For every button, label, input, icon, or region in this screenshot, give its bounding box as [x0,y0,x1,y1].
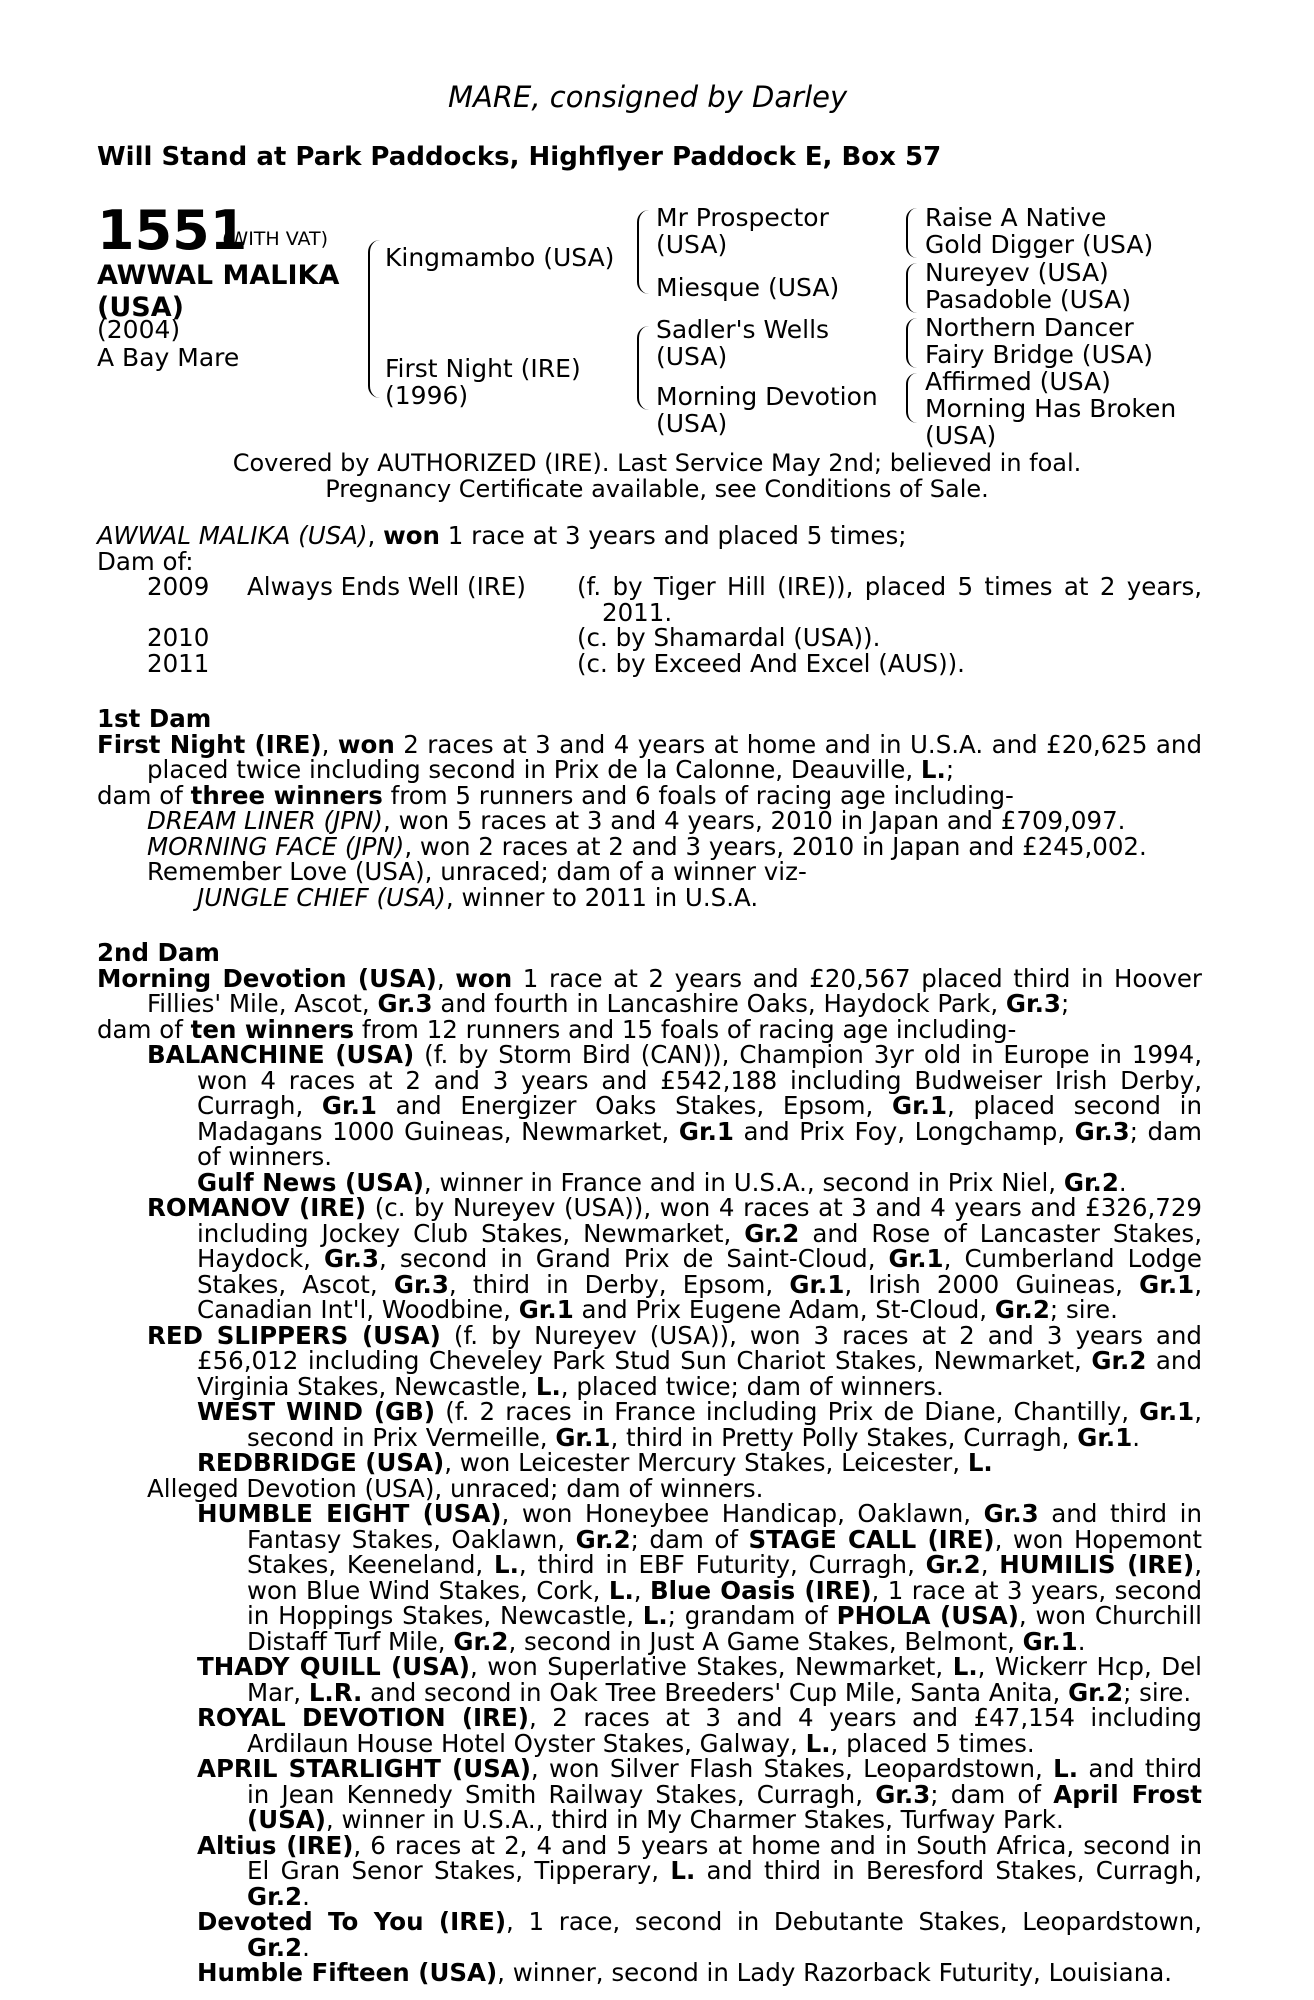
produce-detail: (c. by Exceed And Excel (AUS)). [577,648,965,678]
progeny-entry [97,1042,1202,1170]
progeny-name: PHOLA (USA) [836,1601,1019,1630]
first-dam-dam-of [97,780,1202,810]
listed-label: L. [670,1856,696,1885]
grade: Gr.1 [518,1295,574,1324]
stand-location: Will Stand at Park Paddocks, Highflyer Paddock E, Box 57 [97,142,942,172]
text: , [633,1575,650,1605]
progeny-entry [97,831,1202,861]
grade: Gr.1 [789,1269,845,1299]
produce-name [247,651,577,677]
first-dam-heading: 1st Dam [97,704,212,733]
mare-name: AWWAL MALIKA (USA) [97,521,368,550]
horse-year: (2004) [97,315,181,344]
text: , 6 races at 2, 4 and 5 years at home and in South Africa, second in El Gran Senor Stakes, Tipperary, [247,1830,1202,1885]
text: , Cumberland Lodge Stakes, Ascot, [197,1244,1202,1299]
grade: Gr.2 [1091,1346,1147,1375]
progeny-name: RED SLIPPERS (USA) [147,1320,441,1350]
grade: Gr.1 [1077,1422,1133,1452]
listed-label: L. [967,1448,993,1477]
horse-info [97,316,239,372]
progeny-entry [97,1705,1202,1756]
text: , won Leicester Mercury Stakes, Leicester, [444,1448,968,1477]
page-title: MARE, consigned by Darley [448,80,848,114]
progeny-name: JUNGLE CHIEF (USA) [197,882,446,912]
listed-label: L. [1053,1754,1079,1783]
text: , won Hopemont Stakes, Keeneland, [247,1524,1202,1579]
text: , 1 race, second in Debutante Stakes, Leopardstown, [506,1907,1202,1936]
progeny-entry [97,1167,1202,1197]
progeny-entry [97,1195,1202,1323]
text: , won Silver Flash Stakes, Leopardstown, [530,1754,1054,1783]
text: , third in Pretty Polly Stakes, Curragh, [610,1422,1078,1452]
pedigree-ddd [925,395,1176,449]
text: (f. by Storm Bird (CAN)), Champion 3yr old in Europe in 1994, won 4 races at 2 and 3 years and £542,188 including Budweiser Irish Derby, Curragh, [197,1040,1202,1120]
text: , placed twice; dam of winners. [560,1371,944,1401]
second-dam-name: Morning Devotion (USA) [97,963,437,993]
winners-count: three winners [190,780,383,810]
progeny-name: APRIL STARLIGHT (USA) [197,1754,531,1783]
text: , winner, second in Lady Razorback Futurity, Louisiana. [497,1958,1173,1987]
grade: Gr.2 [247,1881,303,1911]
pedigree-ddd-name: Morning Has Broken [925,394,1177,423]
progeny-entry: Remember Love (USA), unraced; dam of a winner viz- [147,857,807,886]
text: , second in Prix Vermeille, [247,1397,1202,1452]
progeny-entry [97,1320,1202,1401]
pregnancy-certificate-line: Pregnancy Certificate available, see Conditions of Sale. [325,475,989,503]
text: and Virginia Stakes, Newcastle, [197,1346,1202,1401]
produce-detail: (c. by Shamardal (USA)). [577,623,881,652]
text: . [1118,1167,1127,1197]
grade: Gr.2 [925,1550,981,1579]
text: from 5 runners and 6 foals of racing age including- [382,780,1014,810]
text: ; sire. [1123,1677,1192,1707]
grade: Gr.3 [1005,989,1061,1018]
grade: Gr.3 [1074,1116,1130,1146]
progeny-name: Devoted To You (IRE) [197,1907,507,1936]
pedigree-dds: Affirmed (USA) [925,367,1111,396]
text: , 2 races at 3 and 4 years and £47,154 including Ardilaun House Hotel Oyster Stakes, Galway, [247,1703,1202,1758]
pedigree-dam-name: First Night (IRE) [385,354,581,383]
listed-label: L. [805,1728,831,1758]
text: , Canadian Int'l, Woodbine, [197,1269,1202,1324]
grade: Gr.1 [1139,1269,1195,1299]
produce-year: 2010 [147,623,210,652]
dam-of-label: Dam of: [97,546,194,576]
progeny-name: BALANCHINE (USA) [147,1040,415,1069]
produce-year: 2011 [147,648,210,678]
pedigree-brace [906,318,917,368]
text: and third in Fantasy Stakes, Oaklawn, [247,1499,1202,1554]
record-text: 1 race at 3 years and placed 5 times; [440,521,907,550]
text: ; dam of [930,1779,1054,1809]
progeny-entry [97,1909,1202,1960]
text: dam of [97,1014,191,1044]
text: and third in Beresford Stakes, Curragh, [695,1856,1203,1885]
text: , won Churchill Distaff Turf Mile, [247,1601,1202,1656]
text: (f. 2 races in France including Prix de Diane, Chantilly, [435,1397,1140,1426]
end: ; [945,755,955,784]
progeny-name: Altius (IRE) [197,1830,354,1860]
text: and second in Oak Tree Breeders' Cup Mile, Santa Anita, [362,1677,1069,1707]
pedigree-brace [906,263,917,313]
progeny-entry [97,1830,1203,1911]
text: . [302,1881,310,1911]
grade: Gr.3 [377,989,433,1018]
grade: Gr.1 [1022,1626,1078,1656]
won-label: won [455,963,513,993]
horse-name-line2: (USA) [97,292,184,323]
pedigree-dsd: Fairy Bridge (USA) [925,340,1154,369]
mare-record: AWWAL MALIKA (USA), won 1 race at 3 years and placed 5 times; [97,521,907,550]
progeny-name: REDBRIDGE (USA) [197,1448,445,1477]
progeny-name: Gulf News (USA) [197,1167,424,1197]
progeny-name: DREAM LINER (JPN) [147,806,383,835]
pedigree-ssd: Gold Digger (USA) [925,230,1154,259]
grade: Gr.2 [453,1626,509,1656]
text: , placed second in Madagans 1000 Guineas, Newmarket, [197,1091,1202,1146]
text: , third in Derby, Epsom, [448,1269,790,1299]
grade: Gr.1 [891,1091,948,1120]
pedigree-dss: Northern Dancer [925,313,1134,342]
text: , 1 race at 3 years, second in Hoppings Stakes, Newcastle, [247,1575,1202,1630]
won-label: won [383,521,441,550]
text: ; dam of winners. [197,1116,1202,1171]
produce-name: Always Ends Well (IRE) [247,572,526,601]
grade: Gr.2 [994,1295,1050,1324]
pedigree-sire-dam: Miesque (USA) [656,273,840,302]
first-dam-name: First Night (IRE) [97,729,322,759]
pedigree-ddd-country: (USA) [925,421,997,450]
progeny-entry [97,1399,1202,1450]
pedigree-brace [637,210,649,294]
text: , won Honeybee Handicap, Oaklawn, [501,1499,984,1528]
text: and Prix Foy, Longchamp, [733,1116,1075,1146]
text: (f. by Nureyev (USA)), won 3 races at 2 and 3 years and £56,012 including Cheveley Park Stud Sun Chariot Stakes, Newmarket, [197,1320,1202,1375]
covered-line: Covered by AUTHORIZED (IRE). Last Service May 2nd; believed in foal. [232,449,1082,477]
text: , second in Grand Prix de Saint-Cloud, [379,1244,889,1273]
progeny-name: STAGE CALL (IRE) [748,1524,995,1554]
pedigree-ds-name: Sadler's Wells [656,315,830,344]
produce-year: 2009 [147,572,210,601]
progeny-entry [97,1654,1202,1705]
progeny-text: , won 2 races at 2 and 3 years, 2010 in Japan and £245,002. [404,831,1147,861]
text: , second in Just A Game Stakes, Belmont, [508,1626,1023,1656]
grade: Gr.2 [1068,1677,1124,1707]
text: . [1077,1626,1086,1656]
text: and Prix Eugene Adam, St-Cloud, [573,1295,995,1324]
text: ; [1060,989,1070,1018]
progeny-name: Humble Fifteen (USA) [197,1958,498,1987]
grade: Gr.2 [575,1524,631,1554]
progeny-name: HUMBLE EIGHT (USA) [197,1499,502,1528]
grade: Gr.1 [1139,1397,1195,1426]
horse-name-line1: AWWAL MALIKA [97,260,340,291]
pedigree-dam-year: (1996) [385,381,469,410]
pedigree-ss-country: (USA) [656,230,728,259]
progeny-entry [97,1450,1202,1476]
text: , won Blue Wind Stakes, Cork, [247,1550,1202,1605]
grade: Gr.1 [888,1244,944,1273]
second-dam-heading: 2nd Dam [97,938,220,967]
text: , third in EBF Futurity, Curragh, [518,1550,926,1579]
listed-label: L.R. [308,1677,363,1707]
text: . [302,1932,310,1962]
winners-count: ten winners [190,1014,355,1044]
grade: Gr.2 [744,1218,800,1248]
progeny-name: Blue Oasis (IRE) [649,1575,872,1605]
produce-detail: (f. by Tiger Hill (IRE)), placed 5 times at 2 years, 2011. [577,572,1202,627]
pedigree-sire: Kingmambo (USA) [385,243,615,272]
text: ; sire. [1049,1295,1118,1324]
record-text: 2 races at 3 and 4 years at home and in U.S.A. and £20,625 and placed twice including second in Prix de la Calonne, Deauville, [147,729,1203,784]
pedigree-dd-country: (USA) [656,409,728,438]
listed-label: L. [535,1371,561,1401]
produce-list [97,574,1202,676]
grade: Gr.3 [393,1269,449,1299]
covered-note [0,450,1314,502]
pedigree-ss-name: Mr Prospector [656,203,829,232]
text: , winner in U.S.A., third in My Charmer Stakes, Turfway Park. [325,1805,1064,1834]
pedigree-brace [906,373,917,423]
text: , won Superlative Stakes, Newmarket, [469,1652,953,1681]
pedigree-brace [906,208,917,258]
progeny-entry [97,882,1202,912]
progeny-name: MORNING FACE (JPN) [147,831,405,861]
text: , Wickerr Hcp, Del Mar, [247,1652,1202,1707]
text: and Energizer Oaks Stakes, Epsom, [376,1091,892,1120]
won-label: won [337,729,395,759]
progeny-text: , winner to 2011 in U.S.A. [445,882,759,912]
vat-note: (WITH VAT) [222,228,329,250]
text: and third in Jean Kennedy Smith Railway Stakes, Curragh, [247,1754,1202,1809]
pedigree-sdd: Pasadoble (USA) [925,285,1132,314]
pedigree-dam-sire [656,316,829,370]
text: . [1132,1422,1141,1452]
horse-description: A Bay Mare [97,343,240,372]
grade: Gr.1 [678,1116,734,1146]
progeny-entry: Alleged Devotion (USA), unraced; dam of winners. [147,1473,764,1503]
lot-number: 1551 [97,199,248,262]
listed-label: L. [920,755,946,784]
grade: Gr.3 [323,1244,380,1273]
pedigree-brace [637,326,649,410]
text: ; grandam of [667,1601,837,1630]
catalogue-body [97,523,1202,1986]
progeny-name: ROYAL DEVOTION (IRE) [197,1703,529,1732]
progeny-name: THADY QUILL (USA) [197,1652,470,1681]
grade: Gr.1 [555,1422,611,1452]
grade: Gr.3 [983,1499,1039,1528]
grade: Gr.2 [247,1932,303,1962]
progeny-entry [97,1501,1202,1654]
grade: Gr.1 [321,1091,377,1120]
pedigree-dam [385,355,581,409]
listed-label: L. [493,1550,519,1579]
listed-label: L. [642,1601,668,1630]
pedigree-sss: Raise A Native [925,203,1107,232]
pedigree-brace [368,240,382,398]
pedigree-sire-sire [656,204,829,258]
sep: , [321,729,338,759]
text: and Rose of Lancaster Stakes, Haydock, [197,1218,1202,1273]
pedigree-dd-name: Morning Devotion [656,382,878,411]
produce-name [247,625,577,651]
sep: , [436,963,456,993]
text: (c. by Nureyev (USA)), won 4 races at 3 and 4 years and £326,729 including Jockey Club Stakes, Newmarket, [197,1193,1203,1248]
progeny-name: HUMILIS (IRE) [999,1550,1195,1579]
text: 1 race at 2 years and £20,567 placed third in Hoover Fillies' Mile, Ascot, [147,963,1202,1018]
progeny-entry [97,1756,1202,1833]
pedigree-sds: Nureyev (USA) [925,258,1109,287]
text: and fourth in Lancashire Oaks, Haydock Park, [432,989,1006,1018]
text: , winner in France and in U.S.A., second in Prix Niel, [423,1167,1064,1197]
grade: Gr.2 [1063,1167,1119,1197]
text: from 12 runners and 15 foals of racing age including- [354,1014,1017,1044]
second-dam-dam-of [97,1014,1202,1044]
progeny-name: ROMANOV (IRE) [147,1193,367,1222]
progeny-entry [97,1960,1202,1986]
text: dam of [97,780,191,810]
listed-label: L. [608,1575,634,1605]
grade: Gr.3 [875,1779,931,1809]
listed-label: L. [952,1652,978,1681]
pedigree-dam-dam [656,383,878,437]
progeny-text: , won 5 races at 3 and 4 years, 2010 in Japan and £709,097. [383,806,1126,835]
text: , [980,1550,1000,1579]
second-dam-record [97,963,1202,1018]
first-dam-record [97,729,1203,784]
text: , placed 5 times. [830,1728,1035,1758]
text: ; dam of [630,1524,749,1554]
progeny-entry [97,808,1202,834]
progeny-name: WEST WIND (GB) [197,1397,436,1426]
progeny-name: April Frost (USA) [247,1779,1202,1834]
pedigree-ds-country: (USA) [656,342,728,371]
text: , Irish 2000 Guineas, [844,1269,1140,1299]
